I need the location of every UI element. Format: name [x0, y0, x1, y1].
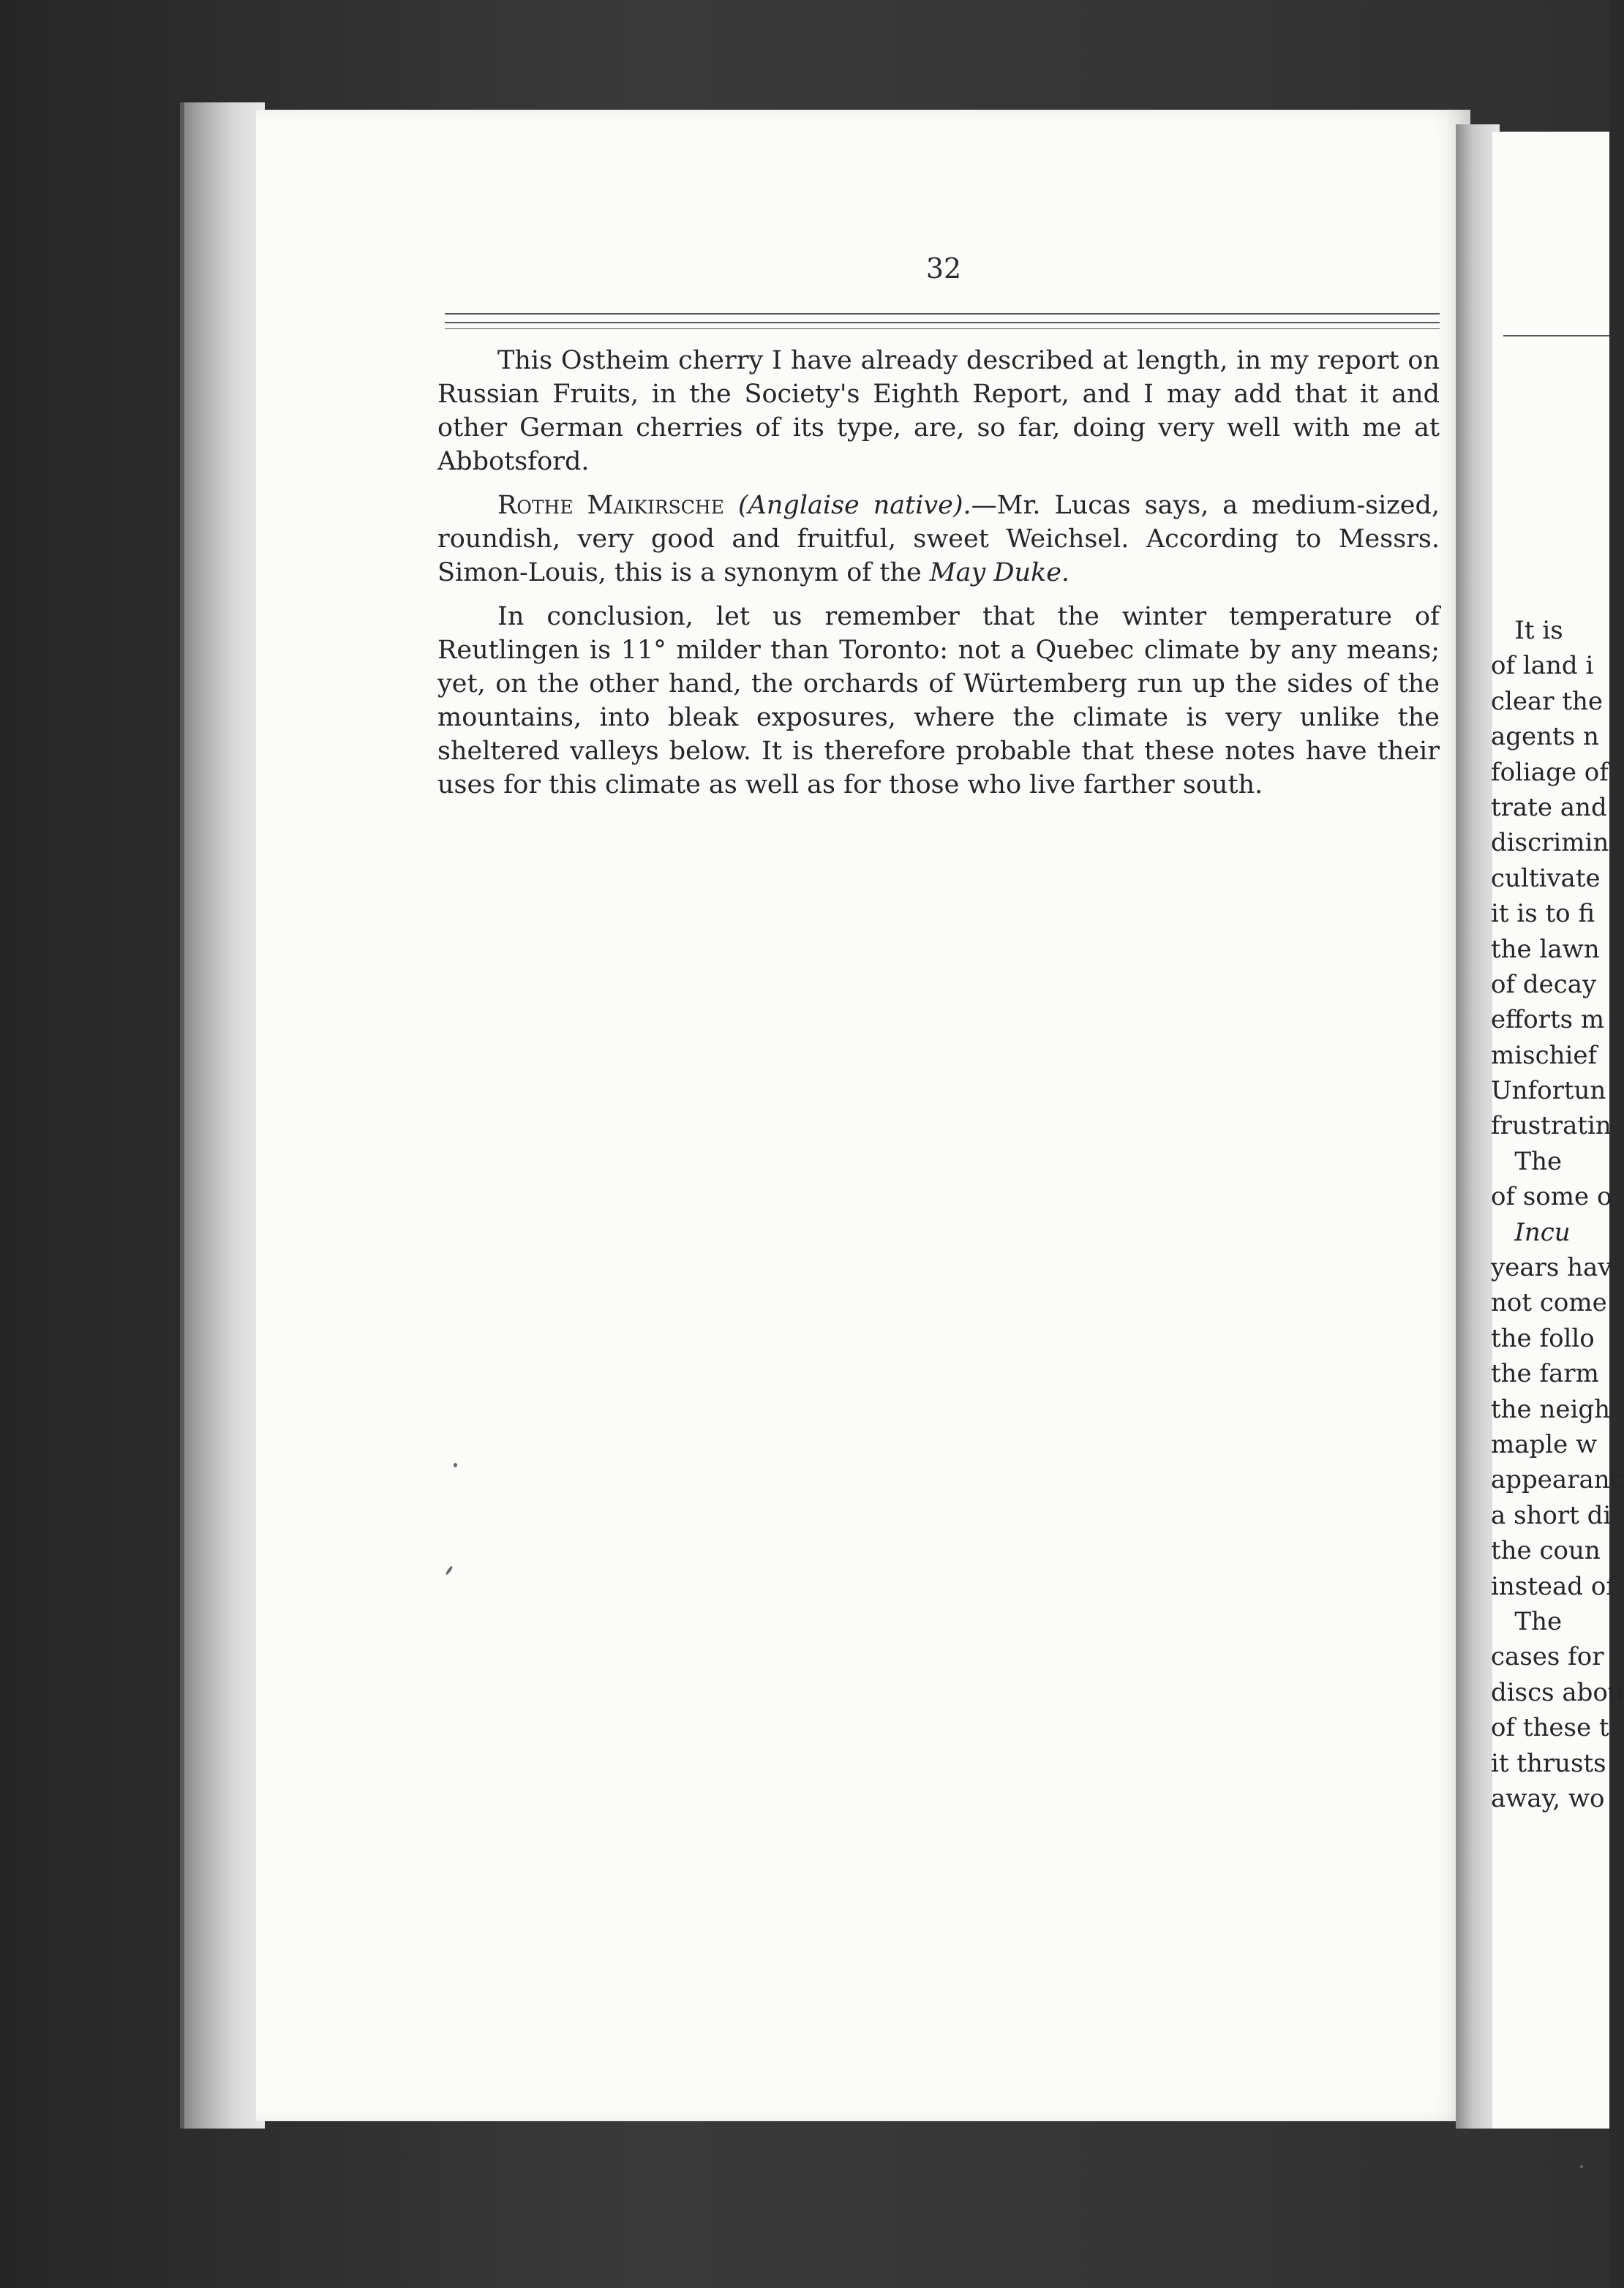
right-page-line: the follo	[1491, 1323, 1595, 1353]
header-rule	[445, 313, 1440, 315]
right-page-line: of these t	[1491, 1713, 1609, 1743]
right-page-line: clear the	[1491, 686, 1604, 716]
right-page-line: instead of	[1491, 1571, 1615, 1601]
right-page-line: the neigh	[1491, 1394, 1611, 1424]
right-page-text-fragment	[1491, 613, 1624, 1816]
entry-heading-alt: (Anglaise native).	[737, 491, 971, 520]
right-page-rule	[1503, 335, 1609, 336]
right-page-line: cases for	[1491, 1642, 1604, 1672]
right-page-line: agents n	[1491, 722, 1599, 752]
right-page-line: it is to fi	[1491, 899, 1595, 929]
right-page-line: mischief	[1491, 1040, 1598, 1070]
right-page-line: The	[1491, 1146, 1563, 1176]
paragraph-rothe-maikirsche	[437, 489, 1440, 590]
paragraph-ostheim: This Ostheim cherry I have already described at length, in my report on Russian Fruits, in the Society's Eighth Report, and I may add that it and other German cherries of its type, are, so far, doing very well with me at Abbotsford.	[437, 346, 1440, 476]
right-page-line: foliage of	[1491, 757, 1609, 787]
right-page-line: cultivate	[1491, 863, 1601, 893]
right-page-line: the farm	[1491, 1359, 1599, 1389]
header-rule	[445, 322, 1440, 323]
right-page-line: of decay	[1491, 969, 1597, 999]
right-page-line: discrimin	[1491, 828, 1609, 858]
right-page-line: of land i	[1491, 651, 1594, 681]
right-page-line: Incu	[1491, 1217, 1571, 1247]
paper-speck	[454, 1463, 457, 1467]
body-text	[437, 344, 1440, 812]
right-page-line: the coun	[1491, 1536, 1601, 1566]
right-page-line: appearanc	[1491, 1465, 1624, 1495]
right-page-line: The	[1491, 1606, 1570, 1636]
entry-heading: Rothe Maikirsche	[497, 491, 724, 520]
right-page-line: a short di	[1491, 1500, 1612, 1530]
right-page-line: of some o	[1491, 1182, 1612, 1212]
right-page-line: it thrusts	[1491, 1748, 1606, 1778]
right-page-line: the lawn	[1491, 934, 1600, 964]
page-number: 32	[925, 252, 962, 285]
paragraph-conclusion: In conclusion, let us remember that the winter temperature of Reutlingen is 11° milder than Toronto: not a Quebec climate by any means; yet, on the other hand, the orchards of Würtemberg run up the sides of the mountains, into bleak exposures, where the climate is very unlike the sheltered valleys below. It is therefore probable that these notes have their uses for this climate as well as for those who live farther south.	[437, 602, 1440, 799]
right-page-line: not come	[1491, 1288, 1607, 1318]
book-page-edges	[180, 102, 265, 2129]
header-rule	[445, 328, 1440, 329]
right-page-line: away, wo	[1491, 1783, 1605, 1813]
right-page-line: frustratin	[1491, 1111, 1612, 1141]
paper-speck	[1580, 2165, 1583, 2168]
right-page-line: Unfortun	[1491, 1076, 1606, 1106]
entry-text: —Mr. Lucas says, a medium-sized, roundish, very good and fruitful, sweet Weichsel. According to Messrs. Simon-Louis, this is a synonym of the	[437, 491, 1440, 587]
right-page-line: discs abou	[1491, 1677, 1624, 1707]
right-page-line: maple w	[1491, 1429, 1598, 1459]
right-page-line: It is	[1491, 616, 1563, 645]
right-page-line: efforts m	[1491, 1005, 1605, 1035]
entry-emphasis: May Duke.	[929, 558, 1070, 587]
right-page-line: years hav	[1491, 1253, 1612, 1283]
right-page-line: trate and	[1491, 792, 1607, 822]
